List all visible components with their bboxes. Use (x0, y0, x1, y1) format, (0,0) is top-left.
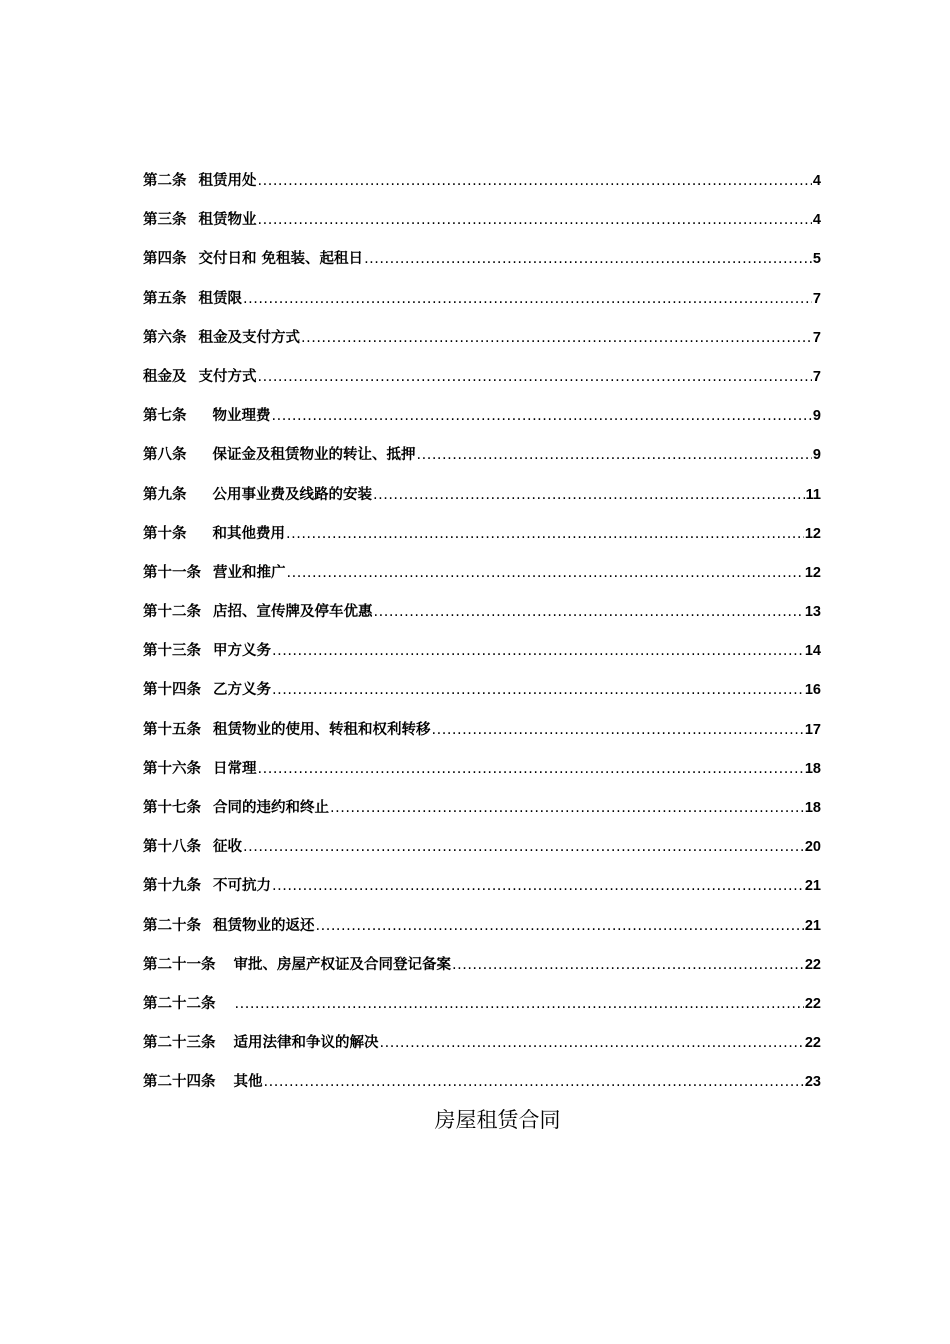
toc-entry-page-number: 17 (804, 721, 821, 738)
toc-entry[interactable] (143, 793, 821, 832)
toc-dot-leader (235, 989, 804, 1019)
toc-entry-page-number: 12 (804, 564, 821, 581)
toc-entry-page-number: 12 (804, 525, 821, 542)
toc-dot-leader (243, 284, 812, 314)
toc-entry[interactable] (143, 166, 821, 205)
toc-entry[interactable] (143, 284, 821, 323)
toc-entry-title: 租赁物业 (198, 212, 257, 229)
toc-entry[interactable] (143, 323, 821, 362)
toc-entry-page-number: 7 (812, 368, 821, 385)
toc-entry-title: 交付日和 免租装、起租日 (198, 251, 364, 268)
toc-entry-title: 和其他费用 (212, 525, 285, 542)
toc-dot-leader (452, 950, 804, 980)
toc-entry[interactable] (143, 362, 821, 401)
toc-entry[interactable] (143, 244, 821, 283)
toc-entry-title: 租赁物业的使用、转租和权利转移 (213, 721, 431, 738)
toc-entry-number: 第二十三条 (143, 1035, 216, 1052)
toc-dot-leader (258, 754, 804, 784)
toc-entry[interactable] (143, 715, 821, 754)
toc-entry-page-number: 22 (804, 995, 821, 1012)
toc-dot-leader (258, 166, 812, 196)
toc-dot-leader (272, 636, 804, 666)
toc-dot-leader (380, 1028, 804, 1058)
toc-entry-title: 租赁物业的返还 (213, 917, 315, 934)
toc-entry-title: 租赁用处 (198, 173, 257, 189)
toc-entry-page-number: 7 (812, 290, 821, 307)
toc-entry-number: 第二十四条 (143, 1074, 216, 1091)
toc-entry[interactable] (143, 950, 821, 989)
toc-entry-number: 第十九条 (143, 878, 201, 895)
toc-dot-leader (316, 911, 804, 941)
toc-entry[interactable] (143, 1067, 821, 1106)
toc-entry[interactable] (143, 440, 821, 479)
toc-dot-leader (432, 715, 804, 745)
toc-entry[interactable] (143, 480, 821, 519)
toc-entry-page-number: 13 (804, 604, 821, 621)
toc-entry-number: 第十条 (143, 525, 187, 542)
toc-dot-leader (301, 323, 812, 353)
toc-entry[interactable] (143, 636, 821, 675)
toc-dot-leader (287, 558, 804, 588)
toc-entry-number: 第十一条 (143, 564, 201, 581)
toc-dot-leader (272, 871, 804, 901)
toc-entry[interactable] (143, 871, 821, 910)
toc-entry-title: 甲方义务 (213, 643, 271, 660)
toc-entry-title: 审批、房屋产权证及合同登记备案 (233, 956, 451, 973)
toc-entry[interactable] (143, 205, 821, 244)
toc-entry[interactable] (143, 911, 821, 950)
toc-entry-title: 征收 (213, 839, 242, 856)
toc-entry-title: 其他 (233, 1074, 263, 1091)
toc-entry-title: 保证金及租赁物业的转让、抵押 (212, 447, 416, 464)
toc-entry-number: 第八条 (143, 447, 187, 464)
toc-entry-page-number: 16 (804, 682, 821, 699)
toc-entry-page-number: 14 (804, 643, 821, 660)
toc-dot-leader (374, 597, 804, 627)
toc-entry-number: 第六条 (143, 329, 187, 346)
toc-entry-page-number: 11 (805, 486, 821, 503)
toc-entry-title: 公用事业费及线路的安装 (212, 486, 372, 503)
toc-entry-page-number: 5 (812, 251, 821, 268)
toc-entry-page-number: 4 (812, 212, 821, 229)
toc-entry-number: 第九条 (143, 486, 187, 503)
toc-entry[interactable] (143, 401, 821, 440)
toc-entry-title: 营业和推广 (213, 564, 286, 581)
toc-dot-leader (264, 1067, 804, 1097)
toc-entry-number: 第二条 (143, 173, 187, 189)
toc-entry-page-number: 9 (812, 408, 821, 425)
toc-entry[interactable] (143, 597, 821, 636)
toc-entry-number: 第三条 (143, 212, 187, 229)
toc-entry-title: 支付方式 (198, 368, 257, 385)
toc-dot-leader (330, 793, 804, 823)
toc-entry-title: 合同的违约和终止 (213, 800, 329, 816)
table-of-contents (143, 166, 821, 1107)
toc-entry-number: 第十二条 (143, 604, 201, 621)
toc-entry-number: 第十四条 (143, 682, 201, 699)
toc-entry-number: 第五条 (143, 290, 187, 307)
toc-entry-title: 乙方义务 (213, 682, 271, 699)
toc-entry-page-number: 7 (812, 329, 821, 346)
toc-entry-title: 不可抗力 (213, 878, 271, 895)
toc-entry-page-number: 18 (804, 760, 821, 777)
toc-dot-leader (258, 205, 812, 235)
toc-entry-number: 第十六条 (143, 760, 201, 777)
toc-dot-leader (417, 440, 812, 470)
toc-entry-number: 第二十一条 (143, 956, 216, 973)
toc-entry-number: 第十五条 (143, 721, 201, 738)
toc-entry-page-number: 4 (812, 173, 821, 189)
toc-entry-number: 第十七条 (143, 800, 201, 816)
toc-entry-title: 物业理费 (212, 408, 271, 425)
toc-entry[interactable] (143, 989, 821, 1028)
toc-dot-leader (286, 519, 804, 549)
toc-entry-title: 店招、宣传牌及停车优惠 (213, 604, 373, 621)
toc-dot-leader (272, 675, 804, 705)
toc-entry-page-number: 22 (804, 1035, 821, 1052)
toc-entry-number: 第十八条 (143, 839, 201, 856)
toc-dot-leader (243, 832, 804, 862)
toc-dot-leader (272, 401, 812, 431)
toc-entry[interactable] (143, 832, 821, 871)
toc-entry-number: 第四条 (143, 251, 187, 268)
toc-entry-title: 日常理 (213, 760, 257, 777)
toc-entry-page-number: 20 (804, 839, 821, 856)
toc-dot-leader (258, 362, 812, 392)
toc-entry-number: 第十三条 (143, 643, 201, 660)
toc-entry[interactable] (143, 754, 821, 793)
toc-entry-page-number: 18 (804, 800, 821, 816)
toc-entry-page-number: 22 (804, 956, 821, 973)
toc-entry-title: 租赁限 (198, 290, 242, 307)
toc-dot-leader (364, 244, 812, 274)
toc-entry[interactable] (143, 675, 821, 714)
toc-entry-page-number: 21 (804, 917, 821, 934)
toc-entry[interactable] (143, 519, 821, 558)
toc-entry[interactable] (143, 1028, 821, 1067)
document-title: 房屋租赁合同 (434, 1108, 561, 1132)
toc-entry-page-number: 9 (812, 447, 821, 464)
toc-entry-title: 适用法律和争议的解决 (233, 1035, 379, 1052)
toc-entry-number: 第二十二条 (143, 995, 216, 1012)
toc-entry-title: 租金及支付方式 (198, 329, 300, 346)
toc-dot-leader (373, 480, 805, 510)
toc-entry[interactable] (143, 558, 821, 597)
toc-entry-page-number: 21 (804, 878, 821, 895)
toc-entry-page-number: 23 (804, 1074, 821, 1091)
toc-entry-number: 租金及 (143, 368, 187, 385)
toc-entry-number: 第七条 (143, 408, 187, 425)
toc-entry-number: 第二十条 (143, 917, 201, 934)
